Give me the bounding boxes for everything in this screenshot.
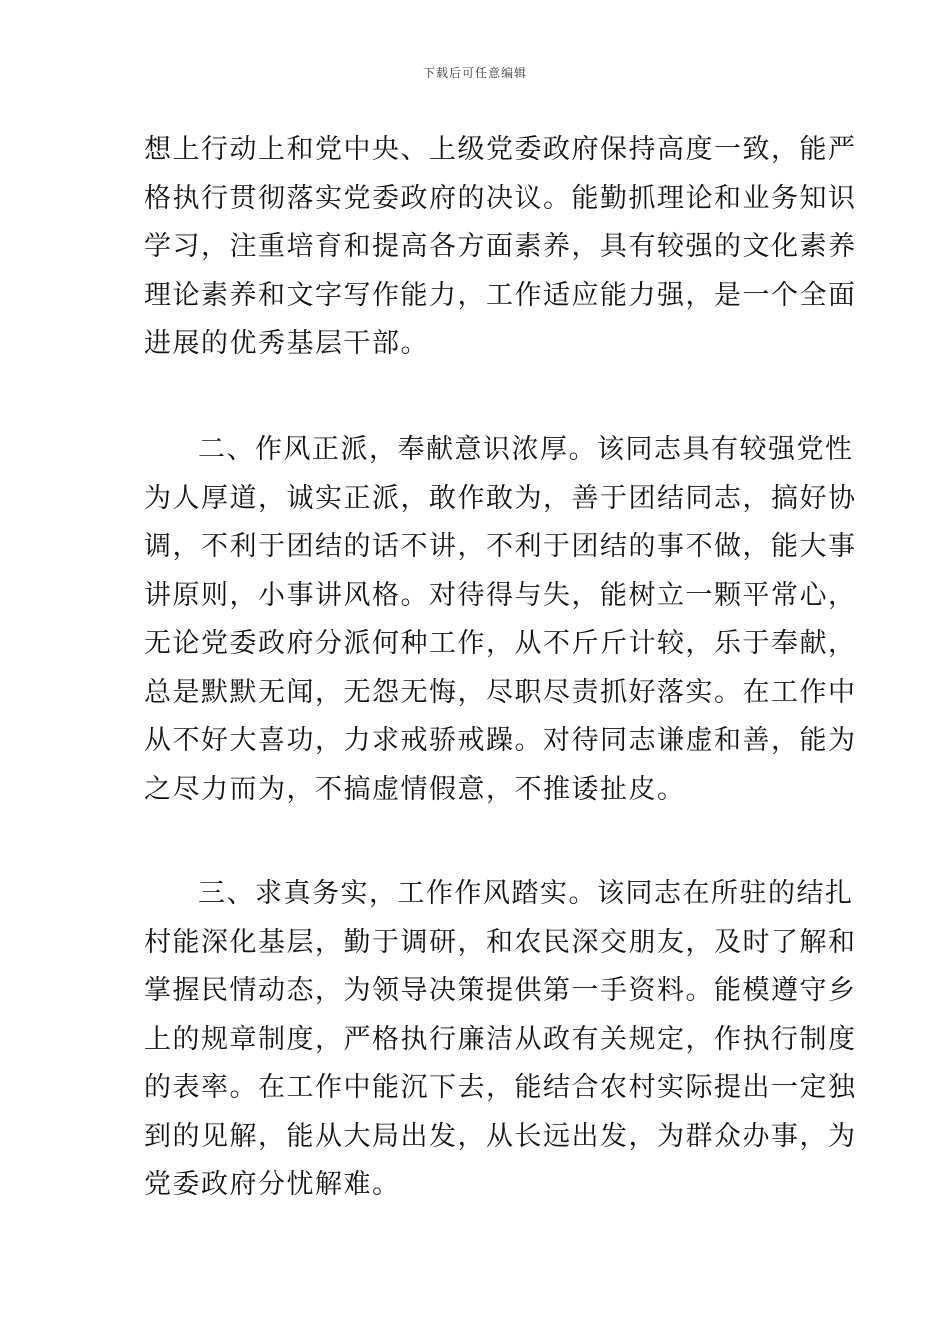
paragraph-line: 之尽力而为，不搞虚情假意，不推诿扯皮。 [144, 773, 686, 805]
paragraph-1 [144, 126, 857, 369]
paragraph-line: 讲原则，小事讲风格。对待得与失，能树立一颗平常心， [144, 579, 857, 611]
paragraph-3 [144, 870, 857, 1210]
paragraph-line: 的表率。在工作中能沉下去，能结合农村实际提出一定独 [144, 1072, 857, 1103]
paragraph-line: 进展的优秀基层干部。 [144, 328, 429, 359]
paragraph-line: 无论党委政府分派何种工作，从不斤斤计较，乐于奉献， [144, 628, 857, 659]
paragraph-line: 到的见解，能从大局出发，从长远出发，为群众办事，为 [144, 1120, 857, 1152]
paragraph-2 [144, 426, 857, 814]
paragraph-line: 从不好大喜功，力求戒骄戒躁。对待同志谦虚和善，能为 [144, 725, 857, 756]
paragraph-line: 上的规章制度，严格执行廉洁从政有关规定，作执行制度 [144, 1023, 857, 1055]
paragraph-line: 总是默默无闻，无怨无悔，尽职尽责抓好落实。在工作中 [144, 676, 857, 708]
header-note: 下载后可任意编辑 [422, 66, 527, 80]
paragraph-line: 掌握民情动态，为领导决策提供第一手资料。能模遵守乡 [144, 975, 857, 1006]
paragraph-line: 村能深化基层，勤于调研，和农民深交朋友，及时了解和 [144, 926, 857, 958]
paragraph-line: 想上行动上和党中央、上级党委政府保持高度一致，能严 [144, 134, 857, 165]
paragraph-line: 三、求真务实，工作作风踏实。该同志在所驻的结扎 [198, 878, 854, 909]
paragraph-line: 格执行贯彻落实党委政府的决议。能勤抓理论和业务知识 [144, 182, 857, 214]
paragraph-line: 为人厚道，诚实正派，敢作敢为，善于团结同志，搞好协 [144, 482, 857, 514]
paragraph-line: 学习，注重培育和提高各方面素养，具有较强的文化素养 [144, 231, 857, 262]
paragraph-line: 理论素养和文字写作能力，工作适应能力强，是一个全面 [144, 279, 857, 311]
paragraph-line: 调，不利于团结的话不讲，不利于团结的事不做，能大事 [144, 531, 857, 562]
paragraph-line: 二、作风正派，奉献意识浓厚。该同志具有较强党性 [198, 434, 854, 465]
paragraph-line: 党委政府分忧解难。 [144, 1169, 401, 1200]
